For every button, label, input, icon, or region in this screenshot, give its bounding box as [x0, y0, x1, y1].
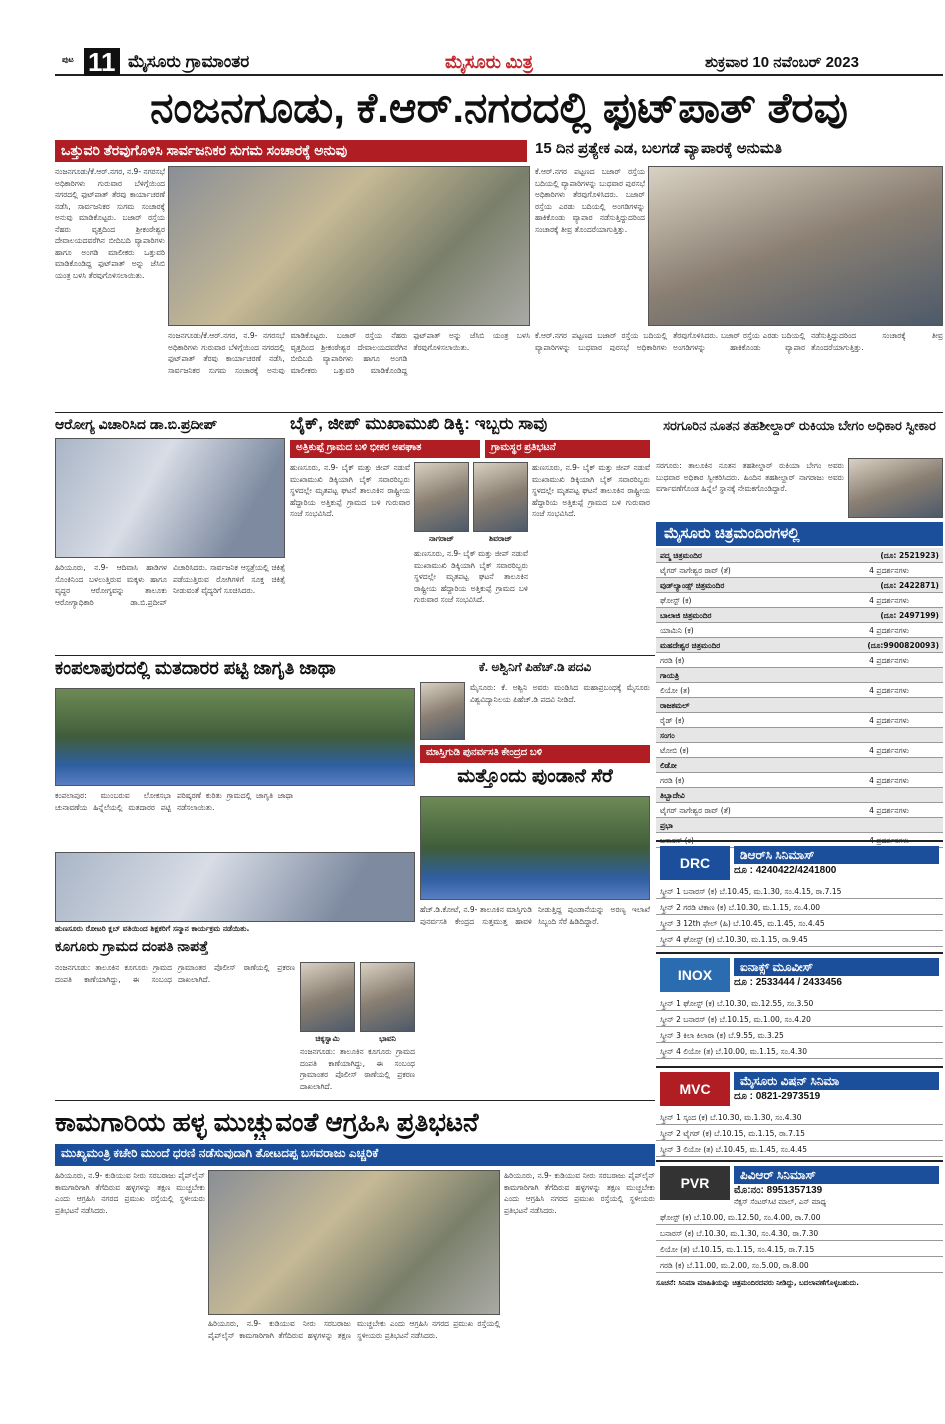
lead-subhead-right: 15 ದಿನ ಪ್ರತ್ಯೇಕ ಎಡ, ಬಲಗಡೆ ವ್ಯಾಪಾರಕ್ಕೆ ಅನುಮತಿ	[535, 140, 783, 157]
showtime-row: ಸ್ಕ್ರೀನ್ 1 ಸ್ಕಂದ (ಕ) ಬೆ.10.30, ಮ.1.30, ಸಂ.4.30	[656, 1110, 943, 1125]
theatre-name	[656, 788, 943, 803]
showtime-row: ಸ್ಕ್ರೀನ್ 1 ಬನಾರಸ್ (ಕ) ಬೆ.10.45, ಮ.1.30, ಸಂ.4.15, ರಾ.7.15	[656, 884, 943, 899]
lead-photo-vendors	[648, 166, 943, 326]
showtime-row: ಸ್ಕ್ರೀನ್ 3 ಕಿಲಾ ಕಿಲಾರಾ (ಕ) ಬೆ.9.55, ಮ.3.25	[656, 1028, 943, 1043]
film-row	[656, 773, 943, 788]
missing-body-2: ನಂಜನಗೂಡು: ತಾಲೂಕಿನ ಕೂಗೂರು ಗ್ರಾಮದ ದಂಪತಿ ಕಾಣೆಯಾಗಿದ್ದು, ಈ ಸಂಬಂಧ ಗ್ರಾಮಾಂತರ ಪೊಲೀಸ್ ಠಾಣೆಯಲ್ಲಿ ಪ್ರಕರಣ ದಾಖಲಾಗಿದೆ.	[300, 1047, 415, 1091]
inox-block	[656, 952, 943, 1064]
rotary-caption: ಹುಣಸೂರು ರೋಟರಿ ಕ್ಲಬ್ ವತಿಯಿಂದ ಶಿಕ್ಷಕರಿಗೆ ಸನ್ಮಾನ ಕಾರ್ಯಕ್ರಮ ನಡೆಯಿತು.	[55, 924, 250, 933]
accident-body: ಹುಣಸೂರು, ನ.9- ಬೈಕ್ ಮತ್ತು ಜೀಪ್ ನಡುವೆ ಮುಖಾಮುಖಿ ಡಿಕ್ಕಿಯಾಗಿ ಬೈಕ್ ಸವಾರರಿಬ್ಬರು ಸ್ಥಳದಲ್ಲೇ ಮೃತಪಟ್ಟ ಘಟನೆ ತಾಲೂಕಿನ ರಾಷ್ಟ್ರೀಯ ಹೆದ್ದಾರಿಯ ಅತ್ತಿಕುಪ್ಪೆ ಗ್ರಾಮದ ಬಳಿ ಗುರುವಾರ ಸಂಜೆ ಸಂಭವಿಸಿದೆ.	[290, 463, 410, 518]
multiplex-listings	[656, 840, 943, 1400]
missing-name-2: ಭಾವನಿ	[379, 1034, 396, 1043]
protest-photo	[208, 1170, 500, 1315]
victim-name-2: ಶಿವರಾಜ್	[488, 534, 512, 543]
theatre-label: ಸಂಗಂ	[660, 731, 675, 740]
show-count: 4 ಪ್ರದರ್ಶನಗಳು	[869, 566, 909, 575]
film-row	[656, 593, 943, 608]
protest-headline: ಕಾಮಗಾರಿಯ ಹಳ್ಳ ಮುಚ್ಚುವಂತೆ ಆಗ್ರಹಿಸಿ ಪ್ರತಿಭಟನೆ	[55, 1107, 479, 1137]
inox-phone: ದೂ : 2533444 / 2433456	[734, 977, 842, 988]
mvc-name: ಮೈಸೂರು ವಿಷನ್ ಸಿನಿಮಾ	[734, 1072, 939, 1090]
missing-name-1: ಚಿಕ್ಕಸ್ವಾಮಿ	[315, 1034, 340, 1043]
pvr-address: ನೆಕ್ಸಸ್ ಸೆಂಟರ್‌ಸಿಟಿ ಮಾಲ್, ಎನ್ ಮಾಧ್ಯ	[734, 1198, 827, 1206]
theatre-label: ಮಹದೇಶ್ವರ ಚಿತ್ರಮಂದಿರ	[660, 641, 721, 650]
phd-headline: ಕೆ. ಅಶ್ವಿನಿಗೆ ಪಿಹೆಚ್.ಡಿ ಪದವಿ	[478, 660, 592, 674]
elephant-photo	[420, 796, 650, 900]
elephant-subhead: ಮಾಸ್ತಿಗುಡಿ ಪುನರ್ವಸತಿ ಕೇಂದ್ರದ ಬಳಿ	[420, 745, 650, 763]
lead-body-left: ನಂಜನಗೂಡು/ಕೆ.ಆರ್.ನಗರ, ನ.9- ನಗರಸಭೆ ಅಧಿಕಾರಿಗಳು ಗುರುವಾರ ಬೆಳಿಗ್ಗೆಯಿಂದ ನಗರದಲ್ಲಿ ಫುಟ್‌ಪಾತ್ ತೆರವು ಕಾರ್ಯಾಚರಣೆ ನಡೆಸಿ, ಸಾರ್ವಜನಿಕರ ಸುಗಮ ಸಂಚಾರಕ್ಕೆ ಅನುವು ಮಾಡಿಕೊಟ್ಟರು. ಬಜಾರ್ ರಸ್ತೆಯ ನೆಹರು ವೃತ್ತದಿಂದ ಶ್ರೀಕಂಠೇಶ್ವರ ದೇವಾಲಯದವರೆಗಿನ ಬೀದಿಬದಿ ವ್ಯಾಪಾರಿಗಳು ಹಾಗೂ ಅಂಗಡಿ ಮಾಲೀಕರು ಒತ್ತುವರಿ ಮಾಡಿಕೊಂಡಿದ್ದ ಫುಟ್‌ಪಾತ್ ಅನ್ನು ಜೆಸಿಬಿ ಯಂತ್ರ ಬಳಸಿ ತೆರವುಗೊಳಿಸಲಾಯಿತು.	[55, 167, 165, 280]
show-count: 4 ಪ್ರದರ್ಶನಗಳು	[869, 626, 909, 635]
lead-photo-jcb	[168, 166, 530, 326]
page-number: 11	[84, 48, 120, 76]
theatre-label: ಗಾಯತ್ರಿ	[660, 671, 680, 680]
theatre-name	[656, 608, 943, 623]
victim-photo-1	[414, 462, 469, 532]
lead-headline: ನಂಜನಗೂಡು, ಕೆ.ಆರ್.ನಗರದಲ್ಲಿ ಫುಟ್‌ಪಾತ್ ತೆರವು	[150, 84, 848, 131]
elephant-body: ಹೆಚ್.ಡಿ.ಕೋಟೆ, ನ.9- ತಾಲೂಕಿನ ಮಾಸ್ತಿಗುಡಿ ಪುನರ್ವಸತಿ ಕೇಂದ್ರದ ಸುತ್ತಮುತ್ತ ಹಾವಳಿ ನೀಡುತ್ತಿದ್ದ ಪುಂಡಾನೆಯನ್ನು ಅರಣ್ಯ ಇಲಾಖೆ ಸಿಬ್ಬಂದಿ ಸೆರೆ ಹಿಡಿದಿದ್ದಾರೆ.	[420, 905, 650, 926]
rotary-photo	[55, 852, 415, 922]
cinema-note: ಸೂಚನೆ: ಸಿನಿಮಾ ಮಾಹಿತಿಯನ್ನು ಚಿತ್ರಮಂದಿರದವರು ನೀಡಿದ್ದು, ಬದಲಾವಣೆಗೊಳ್ಳಬಹುದು.	[656, 1279, 859, 1287]
film-row	[656, 683, 943, 698]
showtime-row: ಸ್ಕ್ರೀನ್ 1 ಘೋಸ್ಟ್ (ಕ) ಬೆ.10.30, ಮ.12.55, ಸಂ.3.50	[656, 996, 943, 1011]
showtime-row: ಸ್ಕ್ರೀನ್ 4 ಘೋಸ್ಟ್ (ಕ) ಬೆ.10.30, ಮ.1.15, ರಾ.9.45	[656, 932, 943, 947]
film-title: ಟೋಬಿ (ಕ)	[660, 746, 689, 755]
divider	[55, 412, 943, 413]
theatre-name	[656, 818, 943, 833]
film-title: ಬನಾರಸ್ (ಕ)	[660, 836, 694, 845]
show-count: 4 ಪ್ರದರ್ಶನಗಳು	[869, 716, 909, 725]
showtime-row: ಗರಡಿ (ಕ) ಬೆ.11.00, ಮ.2.00, ಸಂ.5.00, ರಾ.8.00	[656, 1258, 943, 1273]
showtime-row: ಲಿಯೋ (ತ) ಬೆ.10.15, ಮ.1.15, ಸಂ.4.15, ರಾ.7.15	[656, 1242, 943, 1257]
theatre-label: ವುಡ್‌ಲ್ಯಾಂಡ್ಸ್ ಚಿತ್ರಮಂದಿರ	[660, 581, 725, 590]
masthead-logo: ಮೈಸೂರು ಮಿತ್ರ	[445, 52, 534, 72]
theatre-name	[656, 638, 943, 653]
pvr-phone: ಮೊ:ನಂ: 8951357139	[734, 1185, 823, 1196]
jatha-body: ಕಂಪಲಾಪುರ: ಮುಂಬರುವ ಲೋಕಸಭಾ ಚುನಾವಣೆಯ ಹಿನ್ನೆಲೆಯಲ್ಲಿ ಮತದಾರರ ಪಟ್ಟಿ ಪರಿಷ್ಕರಣೆ ಕುರಿತು ಗ್ರಾಮದಲ್ಲಿ ಜಾಗೃತಿ ಜಾಥಾ ನಡೆಸಲಾಯಿತು.	[55, 791, 293, 812]
theatre-label: ಪ್ರಭಾ	[660, 821, 673, 830]
inox-logo: INOX	[660, 958, 730, 992]
showtime-row: ಸ್ಕ್ರೀನ್ 3 12th ಫೇಲ್ (ಹಿ) ಬೆ.10.45, ಮ.1.45, ಸಂ.4.45	[656, 916, 943, 931]
jatha-headline: ಕಂಪಲಾಪುರದಲ್ಲಿ ಮತದಾರರ ಪಟ್ಟಿ ಜಾಗೃತಿ ಜಾಥಾ	[55, 658, 336, 678]
theatre-name	[656, 698, 943, 713]
missing-headline: ಕೂಗೂರು ಗ್ರಾಮದ ದಂಪತಿ ನಾಪತ್ತೆ	[55, 938, 209, 954]
cinema-listings	[656, 548, 943, 845]
accident-subhead-2: ಗ್ರಾಮಸ್ಥರ ಪ್ರತಿಭಟನೆ	[485, 440, 650, 458]
accident-body-2: ಹುಣಸೂರು, ನ.9- ಬೈಕ್ ಮತ್ತು ಜೀಪ್ ನಡುವೆ ಮುಖಾಮುಖಿ ಡಿಕ್ಕಿಯಾಗಿ ಬೈಕ್ ಸವಾರರಿಬ್ಬರು ಸ್ಥಳದಲ್ಲೇ ಮೃತಪಟ್ಟ ಘಟನೆ ತಾಲೂಕಿನ ರಾಷ್ಟ್ರೀಯ ಹೆದ್ದಾರಿಯ ಅತ್ತಿಕುಪ್ಪೆ ಗ್ರಾಮದ ಬಳಿ ಗುರುವಾರ ಸಂಜೆ ಸಂಭವಿಸಿದೆ.	[532, 463, 650, 518]
showtime-row: ಸ್ಕ್ರೀನ್ 2 ಗರಡಿ ಟಿಕಾಣ (ಕ) ಬೆ.10.30, ಮ.1.15, ಸಂ.4.00	[656, 900, 943, 915]
theatre-label: ಲಿಡೋ	[660, 761, 677, 770]
show-count: 4 ಪ್ರದರ್ಶನಗಳು	[869, 806, 909, 815]
film-title: ಘೋಸ್ಟ್ (ಕ)	[660, 596, 692, 605]
film-row	[656, 563, 943, 578]
theatre-label: ಪದ್ಮ ಚಿತ್ರಮಂದಿರ	[660, 551, 702, 560]
theatre-name	[656, 548, 943, 563]
health-photo	[55, 438, 285, 558]
theatre-phone: (ದೂ: 2422871)	[880, 581, 939, 590]
showtime-row: ಬನಾರಸ್ (ಕ) ಬೆ.10.30, ಮ.1.30, ಸಂ.4.30, ರಾ.7.30	[656, 1226, 943, 1241]
theatre-phone: (ದೂ:9900820093)	[867, 641, 939, 650]
lead-body-right2: ಕೆ.ಆರ್.ನಗರ ಪಟ್ಟಣದ ಬಜಾರ್ ರಸ್ತೆಯ ಬದಿಯಲ್ಲಿ ವ್ಯಾಪಾರಿಗಳನ್ನು ಬುಧವಾರ ಪುರಸಭೆ ಅಧಿಕಾರಿಗಳು ತೆರವುಗೊಳಿಸಿದರು. ಬಜಾರ್ ರಸ್ತೆಯ ಎರಡು ಬದಿಯಲ್ಲಿ ಅಂಗಡಿಗಳನ್ನು ಹಾಕಿಕೊಂಡು ವ್ಯಾಪಾರ ನಡೆಸುತ್ತಿದ್ದುದರಿಂದ ಸಂಚಾರಕ್ಕೆ ತೀವ್ರ ತೊಂದರೆಯಾಗುತ್ತಿತ್ತು.	[535, 331, 943, 352]
lead-body-right: ಕೆ.ಆರ್.ನಗರ ಪಟ್ಟಣದ ಬಜಾರ್ ರಸ್ತೆಯ ಬದಿಯಲ್ಲಿ ವ್ಯಾಪಾರಿಗಳನ್ನು ಬುಧವಾರ ಪುರಸಭೆ ಅಧಿಕಾರಿಗಳು ತೆರವುಗೊಳಿಸಿದರು. ಬಜಾರ್ ರಸ್ತೆಯ ಎರಡು ಬದಿಯಲ್ಲಿ ಅಂಗಡಿಗಳನ್ನು ಹಾಕಿಕೊಂಡು ವ್ಯಾಪಾರ ನಡೆಸುತ್ತಿದ್ದುದರಿಂದ ಸಂಚಾರಕ್ಕೆ ತೀವ್ರ ತೊಂದರೆಯಾಗುತ್ತಿತ್ತು.	[535, 167, 645, 234]
film-title: ಗರಡಿ (ಕ)	[660, 776, 685, 785]
show-count: 4 ಪ್ರದರ್ಶನಗಳು	[869, 776, 909, 785]
victim-photo-2	[473, 462, 528, 532]
protest-subhead: ಮುಖ್ಯಮಂತ್ರಿ ಕಚೇರಿ ಮುಂದೆ ಧರಣಿ ನಡೆಸುವುದಾಗಿ ತೋಟದಪ್ಪ ಬಸವರಾಜು ಎಚ್ಚರಿಕೆ	[55, 1144, 655, 1166]
protest-body-2: ಹಿರಿಯೂರು, ನ.9- ಕುಡಿಯುವ ನೀರು ಸರಬರಾಜು ಪೈಪ್‌ಲೈನ್ ಕಾಮಗಾರಿಗಾಗಿ ತೆಗೆದಿರುವ ಹಳ್ಳಗಳನ್ನು ತಕ್ಷಣ ಮುಚ್ಚಬೇಕು ಎಂದು ಆಗ್ರಹಿಸಿ ನಗರದ ಪ್ರಮುಖ ರಸ್ತೆಯಲ್ಲಿ ಸ್ಥಳೀಯರು ಪ್ರತಿಭಟನೆ ನಡೆಸಿದರು.	[208, 1319, 500, 1340]
health-body: ಹಿರಿಯೂರು, ನ.9- ಆದಿವಾಸಿ ಹಾಡಿಗಳ ಸೊಂಕಿನಿಂದ ಬಳಲುತ್ತಿರುವ ಮಕ್ಕಳು ಹಾಗೂ ವೃದ್ಧರ ಆರೋಗ್ಯವನ್ನು ತಾಲೂಕು ಆರೋಗ್ಯಾಧಿಕಾರಿ ಡಾ.ಬಿ.ಪ್ರದೀಪ್ ವಿಚಾರಿಸಿದರು. ಸಾರ್ವಜನಿಕ ಆಸ್ಪತ್ರೆಯಲ್ಲಿ ಚಿಕಿತ್ಸೆ ಪಡೆಯುತ್ತಿರುವ ರೋಗಿಗಳಿಗೆ ಸೂಕ್ತ ಚಿಕಿತ್ಸೆ ನೀಡುವಂತೆ ವೈದ್ಯರಿಗೆ ಸೂಚಿಸಿದರು.	[55, 563, 285, 607]
showtime-row: ಘೋಸ್ಟ್ (ಕ) ಬೆ.10.00, ಮ.12.50, ಸಂ.4.00, ರಾ.7.00	[656, 1210, 943, 1225]
pvr-logo: PVR	[660, 1166, 730, 1200]
theatre-name	[656, 668, 943, 683]
show-count: 4 ಪ್ರದರ್ಶನಗಳು	[869, 596, 909, 605]
protest-body-3: ಹಿರಿಯೂರು, ನ.9- ಕುಡಿಯುವ ನೀರು ಸರಬರಾಜು ಪೈಪ್‌ಲೈನ್ ಕಾಮಗಾರಿಗಾಗಿ ತೆಗೆದಿರುವ ಹಳ್ಳಗಳನ್ನು ತಕ್ಷಣ ಮುಚ್ಚಬೇಕು ಎಂದು ಆಗ್ರಹಿಸಿ ನಗರದ ಪ್ರಮುಖ ರಸ್ತೆಯಲ್ಲಿ ಸ್ಥಳೀಯರು ಪ್ರತಿಭಟನೆ ನಡೆಸಿದರು.	[504, 1171, 655, 1215]
film-row	[656, 743, 943, 758]
victim-name-1: ನಾಗರಾಜ್	[429, 534, 454, 543]
tahsildar-body: ಸರಗೂರು: ತಾಲೂಕಿನ ನೂತನ ತಹಶೀಲ್ದಾರ್ ರುಕಿಯಾ ಬೇಗಂ ಅವರು ಬುಧವಾರ ಅಧಿಕಾರ ಸ್ವೀಕರಿಸಿದರು. ಹಿಂದಿನ ತಹಶೀಲ್ದಾರ್ ನಾಗರಾಜು ಅವರು ವರ್ಗಾವಣೆಗೊಂಡ ಹಿನ್ನೆಲೆ ಸ್ಥಾನಕ್ಕೆ ನೇಮಕಗೊಂಡಿದ್ದಾರೆ.	[656, 461, 844, 493]
accident-body-3: ಹುಣಸೂರು, ನ.9- ಬೈಕ್ ಮತ್ತು ಜೀಪ್ ನಡುವೆ ಮುಖಾಮುಖಿ ಡಿಕ್ಕಿಯಾಗಿ ಬೈಕ್ ಸವಾರರಿಬ್ಬರು ಸ್ಥಳದಲ್ಲೇ ಮೃತಪಟ್ಟ ಘಟನೆ ತಾಲೂಕಿನ ರಾಷ್ಟ್ರೀಯ ಹೆದ್ದಾರಿಯ ಅತ್ತಿಕುಪ್ಪೆ ಗ್ರಾಮದ ಬಳಿ ಗುರುವಾರ ಸಂಜೆ ಸಂಭವಿಸಿದೆ.	[414, 549, 528, 604]
lead-subhead-left: ಒತ್ತುವರಿ ತೆರವುಗೊಳಿಸಿ ಸಾರ್ವಜನಿಕರ ಸುಗಮ ಸಂಚಾರಕ್ಕೆ ಅನುವು	[55, 140, 527, 162]
theatre-phone: (ದೂ: 2497199)	[880, 611, 939, 620]
film-row	[656, 803, 943, 818]
edition-date: ಶುಕ್ರವಾರ 10 ನವೆಂಬರ್ 2023	[705, 54, 859, 71]
page-label: ಪುಟ	[62, 55, 74, 64]
phd-body: ಮೈಸೂರು: ಕೆ. ಅಶ್ವಿನಿ ಅವರು ಮಂಡಿಸಿದ ಮಹಾಪ್ರಬಂಧಕ್ಕೆ ಮೈಸೂರು ವಿಶ್ವವಿದ್ಯಾನಿಲಯ ಪಿಹೆಚ್.ಡಿ ಪದವಿ ನೀಡಿದೆ.	[470, 683, 650, 704]
mvc-phone: ದೂ : 0821-2973519	[734, 1091, 821, 1102]
film-title: ಟೈಗರ್ ನಾಗೇಶ್ವರ ರಾವ್ (ತೆ)	[660, 806, 731, 815]
showtime-row: ಸ್ಕ್ರೀನ್ 4 ಲಿಯೋ (ತ) ಬೆ.10.00, ಮ.1.15, ಸಂ.4.30	[656, 1044, 943, 1059]
show-count: 4 ಪ್ರದರ್ಶನಗಳು	[869, 686, 909, 695]
show-count: 4 ಪ್ರದರ್ಶನಗಳು	[869, 656, 909, 665]
theatre-name	[656, 728, 943, 743]
drc-logo: DRC	[660, 846, 730, 880]
jatha-photo	[55, 688, 415, 786]
film-title: ರೈಡ್ (ಕ)	[660, 716, 685, 725]
pvr-block	[656, 1160, 943, 1350]
protest-body: ಹಿರಿಯೂರು, ನ.9- ಕುಡಿಯುವ ನೀರು ಸರಬರಾಜು ಪೈಪ್‌ಲೈನ್ ಕಾಮಗಾರಿಗಾಗಿ ತೆಗೆದಿರುವ ಹಳ್ಳಗಳನ್ನು ತಕ್ಷಣ ಮುಚ್ಚಬೇಕು ಎಂದು ಆಗ್ರಹಿಸಿ ನಗರದ ಪ್ರಮುಖ ರಸ್ತೆಯಲ್ಲಿ ಸ್ಥಳೀಯರು ಪ್ರತಿಭಟನೆ ನಡೆಸಿದರು.	[55, 1171, 205, 1215]
mvc-logo: MVC	[660, 1072, 730, 1106]
missing-photo-1	[300, 962, 355, 1032]
lead-body-mid: ನಂಜನಗೂಡು/ಕೆ.ಆರ್.ನಗರ, ನ.9- ನಗರಸಭೆ ಅಧಿಕಾರಿಗಳು ಗುರುವಾರ ಬೆಳಿಗ್ಗೆಯಿಂದ ನಗರದಲ್ಲಿ ಫುಟ್‌ಪಾತ್ ತೆರವು ಕಾರ್ಯಾಚರಣೆ ನಡೆಸಿ, ಸಾರ್ವಜನಿಕರ ಸುಗಮ ಸಂಚಾರಕ್ಕೆ ಅನುವು ಮಾಡಿಕೊಟ್ಟರು. ಬಜಾರ್ ರಸ್ತೆಯ ನೆಹರು ವೃತ್ತದಿಂದ ಶ್ರೀಕಂಠೇಶ್ವರ ದೇವಾಲಯದವರೆಗಿನ ಬೀದಿಬದಿ ವ್ಯಾಪಾರಿಗಳು ಹಾಗೂ ಅಂಗಡಿ ಮಾಲೀಕರು ಒತ್ತುವರಿ ಮಾಡಿಕೊಂಡಿದ್ದ ಫುಟ್‌ಪಾತ್ ಅನ್ನು ಜೆಸಿಬಿ ಯಂತ್ರ ಬಳಸಿ ತೆರವುಗೊಳಿಸಲಾಯಿತು.	[168, 331, 530, 375]
mvc-block	[656, 1066, 943, 1158]
missing-body: ನಂಜನಗೂಡು: ತಾಲೂಕಿನ ಕೂಗೂರು ಗ್ರಾಮದ ದಂಪತಿ ಕಾಣೆಯಾಗಿದ್ದು, ಈ ಸಂಬಂಧ ಗ್ರಾಮಾಂತರ ಪೊಲೀಸ್ ಠಾಣೆಯಲ್ಲಿ ಪ್ರಕರಣ ದಾಖಲಾಗಿದೆ.	[55, 963, 295, 984]
divider	[55, 655, 655, 656]
health-headline: ಆರೋಗ್ಯ ವಿಚಾರಿಸಿದ ಡಾ.ಬಿ.ಪ್ರದೀಪ್	[55, 416, 218, 432]
theatre-phone: (ದೂ: 2521923)	[880, 551, 939, 560]
showtime-row: ಸ್ಕ್ರೀನ್ 2 ಬನಾರಸ್ (ಕ) ಬೆ.10.15, ಮ.1.00, ಸಂ.4.20	[656, 1012, 943, 1027]
film-title: ಯಾಮಿನಿ (ಕ)	[660, 626, 694, 635]
elephant-headline: ಮತ್ತೊಂದು ಪುಂಡಾನೆ ಸೆರೆ	[457, 766, 613, 787]
cinema-section-title: ಮೈಸೂರು ಚಿತ್ರಮಂದಿರಗಳಲ್ಲಿ	[656, 522, 943, 546]
drc-block	[656, 840, 943, 950]
showtime-row: ಸ್ಕ್ರೀನ್ 2 ಟೈಗರ್ (ಕ) ಬೆ.10.15, ಮ.1.15, ರಾ.7.15	[656, 1126, 943, 1141]
theatre-name	[656, 758, 943, 773]
theatre-label: ರಾಜಕಮಲ್	[660, 701, 690, 710]
accident-headline: ಬೈಕ್, ಜೀಪ್ ಮುಖಾಮುಖಿ ಡಿಕ್ಕಿ: ಇಬ್ಬರು ಸಾವು	[290, 414, 548, 433]
drc-name: ಡಿಆರ್‌ಸಿ ಸಿನಿಮಾಸ್	[734, 846, 939, 864]
film-row	[656, 713, 943, 728]
tahsildar-photo	[848, 458, 943, 518]
theatre-name	[656, 578, 943, 593]
theatre-label: ಬಾಲಾಜಿ ಚಿತ್ರಮಂದಿರ	[660, 611, 712, 620]
phd-photo	[420, 682, 465, 740]
showtime-row: ಸ್ಕ್ರೀನ್ 3 ಲಿಯೋ (ತ) ಬೆ.10.45, ಮ.1.45, ಸಂ.4.45	[656, 1142, 943, 1157]
show-count: 4 ಪ್ರದರ್ಶನಗಳು	[869, 836, 909, 845]
drc-phone: ದೂ : 4240422/4241800	[734, 865, 837, 876]
show-count: 4 ಪ್ರದರ್ಶನಗಳು	[869, 746, 909, 755]
film-title: ಲಿಯೋ (ತ)	[660, 686, 690, 695]
film-row	[656, 623, 943, 638]
theatre-label: ತಿಬ್ಬಾದೇವಿ	[660, 791, 685, 800]
pvr-name: ಪಿವಿಆರ್ ಸಿನಿಮಾಸ್	[734, 1166, 939, 1184]
accident-subhead: ಅತ್ತಿಕುಪ್ಪೆ ಗ್ರಾಮದ ಬಳಿ ಭೀಕರ ಅಪಘಾತ	[290, 440, 480, 458]
film-title: ಟೈಗರ್ ನಾಗೇಶ್ವರ ರಾವ್ (ತೆ)	[660, 566, 731, 575]
missing-photo-2	[360, 962, 415, 1032]
film-title: ಗರಡಿ (ಕ)	[660, 656, 685, 665]
tahsildar-headline: ಸರಗೂರಿನ ನೂತನ ತಹಶೀಲ್ದಾರ್ ರುಕಿಯಾ ಬೇಗಂ ಅಧಿಕಾರ ಸ್ವೀಕಾರ	[663, 418, 936, 433]
film-row	[656, 653, 943, 668]
divider	[55, 1100, 655, 1101]
section-title: ಮೈಸೂರು ಗ್ರಾಮಾಂತರ	[128, 52, 250, 71]
inox-name: ಐನಾಕ್ಸ್ ಮೂವೀಸ್	[734, 958, 939, 976]
